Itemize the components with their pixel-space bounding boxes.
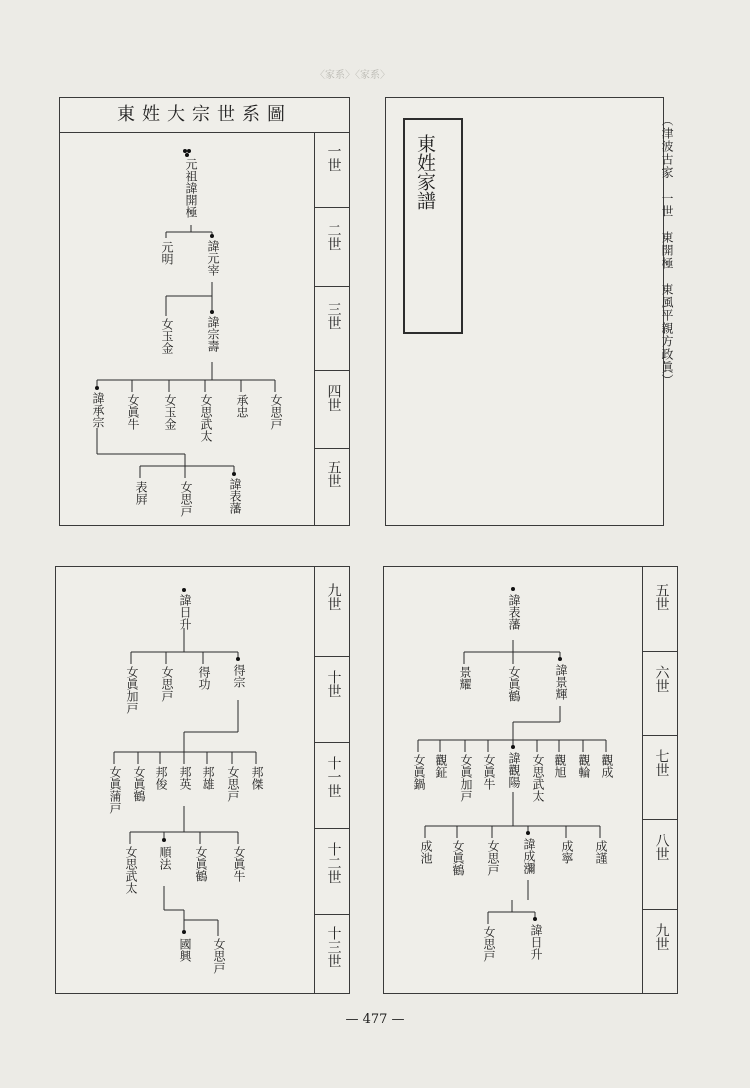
member-name: 女思戸: [226, 766, 240, 802]
member-name: 諱宗壽: [206, 316, 220, 352]
generation-label: 十世: [325, 670, 342, 698]
member-name: 承忠: [235, 394, 249, 418]
member-name: 諱日升: [529, 924, 543, 960]
member-name: 表屛: [134, 481, 148, 505]
member-name: 觀鉦: [434, 754, 448, 778]
member-name: 元明: [160, 241, 174, 265]
member-name: 女眞鶴: [132, 766, 146, 802]
family-register-title: 東姓家譜: [414, 134, 436, 210]
member-name: 女眞鍋: [412, 754, 426, 790]
running-header: 〈家系〉〈家系〉: [315, 70, 390, 81]
generation-label: 七世: [653, 749, 670, 777]
generation-label: 一世: [325, 144, 342, 172]
generation-label: 十二世: [325, 842, 342, 884]
member-name: 諱成瀰: [522, 838, 536, 874]
member-name: 邦俊: [154, 766, 168, 790]
member-name: 女眞鶴: [451, 840, 465, 876]
member-name: 女思戸: [482, 926, 496, 962]
member-name: 成池: [419, 840, 433, 864]
member-name: 女思戸: [269, 394, 283, 430]
page-number: — 477 —: [345, 1012, 405, 1027]
member-name: 諱觀陽: [507, 752, 521, 788]
generation-label: 二世: [325, 223, 342, 251]
member-name: 成寧: [560, 840, 574, 864]
generation-label: 九世: [653, 923, 670, 951]
member-name: 女眞加戸: [459, 754, 473, 802]
member-name: 女思武太: [124, 846, 138, 894]
heir-marker-icon: [526, 831, 530, 835]
member-name: 女眞鶴: [194, 846, 208, 882]
member-name: 景耀: [458, 666, 472, 690]
member-name: 女眞鶴: [507, 666, 521, 702]
heir-marker-icon: [533, 917, 537, 921]
member-name: 女思戸: [212, 938, 226, 974]
generation-label: 五世: [325, 460, 342, 488]
member-name: 邦英: [178, 766, 192, 790]
generation-label: 九世: [325, 583, 342, 611]
generation-label: 五世: [653, 583, 670, 611]
member-name: 得功: [197, 666, 211, 690]
heir-marker-icon: [558, 657, 562, 661]
generation-label: 四世: [325, 384, 342, 412]
member-name: 諱表藩: [228, 478, 242, 514]
generation-label: 十三世: [325, 926, 342, 968]
member-name: 邦傑: [250, 766, 264, 790]
member-name: 諱元宰: [206, 240, 220, 276]
member-name: 女思武太: [531, 754, 545, 802]
member-name: 順法: [158, 846, 172, 870]
member-name: 諱日升: [178, 594, 192, 630]
member-name: 女玉金: [163, 394, 177, 430]
member-name: 女眞蒲戸: [108, 766, 122, 814]
chart-title: 東姓大宗世系圖: [60, 98, 349, 133]
generation-label: 三世: [325, 302, 342, 330]
heir-marker-icon: [511, 587, 515, 591]
member-name: 女思戸: [486, 840, 500, 876]
generation-label: 十一世: [325, 756, 342, 798]
member-name: 女眞牛: [126, 394, 140, 430]
member-name: 女眞加戸: [125, 666, 139, 714]
member-name: 得宗: [232, 664, 246, 688]
member-name: 國興: [178, 938, 192, 962]
member-name: 女玉金: [160, 318, 174, 354]
generation-label: 六世: [653, 665, 670, 693]
generation-label: 八世: [653, 833, 670, 861]
heir-marker-icon: [511, 745, 515, 749]
member-name: 成謹: [594, 840, 608, 864]
member-name: 觀輪: [577, 754, 591, 778]
member-name: 諱景輝: [554, 664, 568, 700]
member-name: 諱表藩: [507, 594, 521, 630]
member-name: 女眞牛: [232, 846, 246, 882]
member-name: 女眞牛: [482, 754, 496, 790]
member-name: 觀成: [600, 754, 614, 778]
member-name: 邦雄: [201, 766, 215, 790]
member-name: 女思武太: [199, 394, 213, 442]
member-name: 元祖諱開極: [184, 158, 198, 218]
side-note: （津波古家 一世 東開極 東風平親方政眞）: [660, 114, 674, 387]
member-name: 女思戸: [160, 666, 174, 702]
member-name: 女思戸: [179, 481, 193, 517]
member-name: 諱承宗: [91, 392, 105, 428]
member-name: 觀旭: [553, 754, 567, 778]
